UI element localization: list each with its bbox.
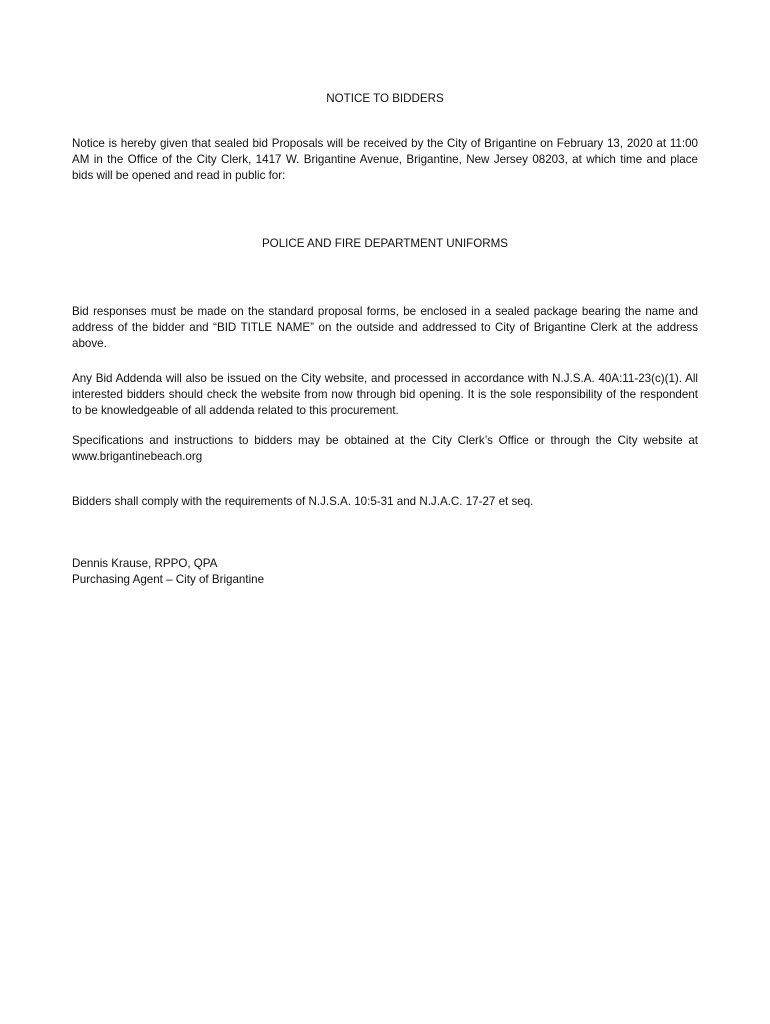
compliance-paragraph: Bidders shall comply with the requirements of N.J.S.A. 10:5-31 and N.J.A.C. 17-27 et seq.	[72, 495, 534, 508]
notice-heading: NOTICE TO BIDDERS	[326, 92, 444, 105]
project-title: POLICE AND FIRE DEPARTMENT UNIFORMS	[261, 237, 509, 250]
addenda-paragraph: Any Bid Addenda will also be issued on the City website, and processed in accordance with N.J.S.A. 40A:11-23(c)(1). All interested bidders should check the website from now through bid opening. It is the sole responsibility of the respondent to be knowledgeable of all addenda related to this procurement.	[72, 372, 698, 417]
signature-name: Dennis Krause, RPPO, QPA	[72, 557, 218, 570]
bid-responses-paragraph: Bid responses must be made on the standard proposal forms, be enclosed in a sealed package bearing the name and address of the bidder and “BID TITLE NAME” on the outside and addressed to City of Brigantine Clerk at the address above.	[72, 305, 698, 350]
specifications-paragraph: Specifications and instructions to bidders may be obtained at the City Clerk’s Office or through the City website at www.brigantinebeach.org	[72, 434, 698, 463]
notice-paragraph: Notice is hereby given that sealed bid Proposals will be received by the City of Brigantine on February 13, 2020 at 11:00 AM in the Office of the City Clerk, 1417 W. Brigantine Avenue, Brigantine, New Jersey 08203, at which time and place bids will be opened and read in public for:	[72, 137, 698, 182]
signature-title: Purchasing Agent – City of Brigantine	[72, 573, 265, 586]
